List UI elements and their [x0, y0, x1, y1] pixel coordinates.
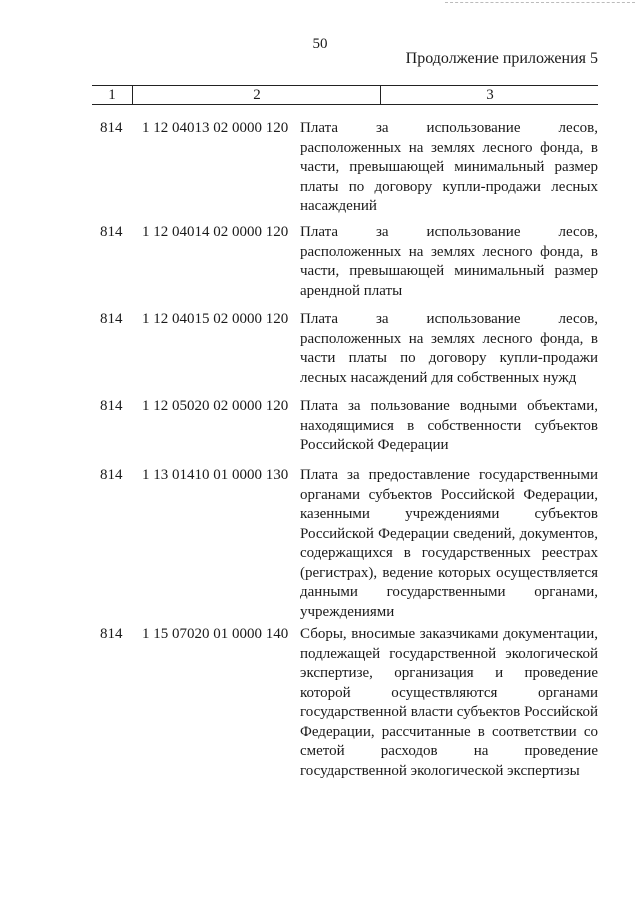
admin-code: 814 — [100, 120, 123, 136]
appendix-continuation-note: Продолжение приложения 5 — [405, 50, 598, 67]
revenue-name: Плата за пользование водными объектами, находящимися в собственности субъектов Российской Федерации — [300, 398, 598, 453]
budget-classification-code: 1 15 07020 01 0000 140 — [142, 626, 289, 642]
admin-code: 814 — [100, 224, 123, 240]
revenue-name: Плата за использование лесов, расположенных на землях лесного фонда, в части платы по договору купли-продажи лесных насаждений для собственных нужд — [300, 311, 598, 386]
revenue-name: Сборы, вносимые заказчиками документации, подлежащей государственной экологической экспертизе, организация и проведение которой осуществляются органами государственной власти субъектов Российской Федерации, рассчитанные в соответствии со сметой расходов на проведение государственной экологической экспертизы — [300, 626, 598, 779]
revenue-name: Плата за использование лесов, расположенных на землях лесного фонда, в части, превышающей минимальный размер платы по договору купли-продажи лесных насаждений — [300, 120, 598, 214]
budget-classification-code: 1 12 04014 02 0000 120 — [142, 224, 289, 240]
admin-code: 814 — [100, 467, 123, 483]
budget-classification-code: 1 13 01410 01 0000 130 — [142, 467, 289, 483]
budget-classification-code: 1 12 05020 02 0000 120 — [142, 398, 289, 414]
admin-code: 814 — [100, 626, 123, 642]
budget-classification-code: 1 12 04015 02 0000 120 — [142, 311, 289, 327]
top-edge-line — [445, 2, 635, 3]
admin-code: 814 — [100, 398, 123, 414]
revenue-name: Плата за использование лесов, расположенных на землях лесного фонда, в части, превышающей минимальный размер арендной платы — [300, 224, 598, 299]
column-header-3: 3 — [380, 86, 599, 104]
column-header-2: 2 — [132, 86, 381, 104]
admin-code: 814 — [100, 311, 123, 327]
revenue-name: Плата за предоставление государственными органами субъектов Российской Федерации, казенными учреждениями субъектов Российской Федерации сведений, документов, содержащихся в государственных реестрах (регистрах), ведение которых осуществляется данными государственными органами, учреждениями — [300, 467, 598, 620]
column-header-1: 1 — [108, 87, 116, 103]
table-header-row — [92, 85, 598, 105]
page-number: 50 — [312, 36, 328, 52]
budget-classification-code: 1 12 04013 02 0000 120 — [142, 120, 289, 136]
